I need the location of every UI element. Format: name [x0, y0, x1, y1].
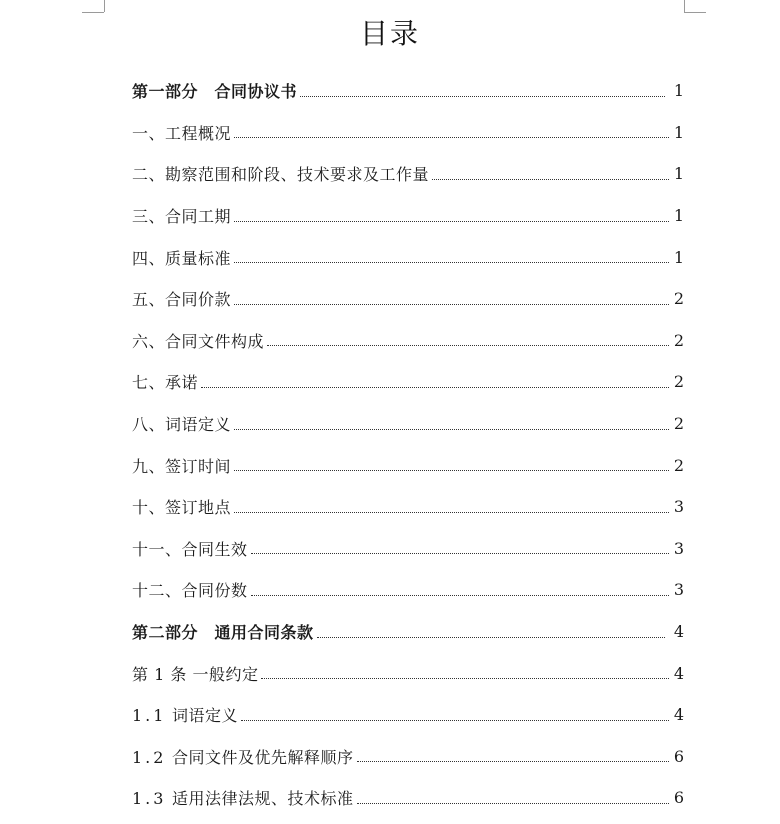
toc-dot-leader: [251, 552, 669, 554]
toc-entry[interactable]: [132, 569, 684, 611]
toc-page-number: 1: [673, 122, 684, 142]
toc-page-number: 4: [673, 663, 684, 683]
toc-entry[interactable]: [132, 153, 684, 195]
toc-page-number: 4: [673, 705, 684, 725]
toc-entry-number: 1.2: [132, 747, 167, 767]
toc-entry[interactable]: [132, 361, 684, 403]
toc-page-number: 6: [673, 746, 684, 766]
toc-entry-label: 词语定义: [172, 706, 239, 726]
toc-entry-text: [132, 786, 354, 809]
toc-page-number: 2: [673, 414, 684, 434]
toc-entry-text: [132, 745, 354, 768]
toc-entry-label: 合同文件及优先解释顺序: [172, 747, 354, 767]
table-of-contents: [132, 70, 684, 819]
toc-dot-leader: [234, 220, 669, 222]
toc-entry[interactable]: [132, 736, 684, 778]
toc-entry[interactable]: [132, 70, 684, 112]
toc-entry-text: 一、工程概况: [132, 123, 232, 143]
toc-entry-text: 第一部分 合同协议书: [132, 82, 298, 102]
toc-entry-text: 十二、合同份数: [132, 581, 248, 601]
toc-entry-text: 三、合同工期: [132, 207, 232, 227]
toc-entry[interactable]: [132, 694, 684, 736]
toc-entry-text: 十一、合同生效: [132, 539, 248, 559]
toc-page-number: 1: [673, 81, 684, 101]
toc-entry-text: 五、合同价款: [132, 290, 232, 310]
toc-dot-leader: [234, 511, 669, 513]
toc-entry-text: 七、承诺: [132, 373, 199, 393]
toc-entry[interactable]: [132, 236, 684, 278]
toc-page-number: 2: [673, 455, 684, 475]
toc-dot-leader: [357, 760, 669, 762]
toc-dot-leader: [357, 802, 669, 804]
toc-entry-text: 四、质量标准: [132, 248, 232, 268]
crop-mark-top-right-v: [684, 0, 685, 12]
toc-entry-text: 九、签订时间: [132, 456, 232, 476]
toc-page-number: 2: [673, 289, 684, 309]
toc-dot-leader: [241, 719, 669, 721]
toc-dot-leader: [261, 677, 669, 679]
toc-entry[interactable]: [132, 444, 684, 486]
toc-entry[interactable]: [132, 528, 684, 570]
toc-dot-leader: [300, 95, 665, 97]
toc-page-number: 1: [673, 247, 684, 267]
toc-dot-leader: [201, 386, 669, 388]
toc-title: 目录: [359, 17, 420, 50]
toc-entry[interactable]: [132, 320, 684, 362]
toc-entry[interactable]: [132, 611, 684, 653]
toc-entry-text: 第二部分 通用合同条款: [132, 623, 314, 643]
toc-entry-label: 适用法律法规、技术标准: [172, 789, 354, 809]
toc-dot-leader: [234, 303, 669, 305]
toc-page-number: 6: [673, 788, 684, 808]
toc-page-number: 3: [673, 538, 684, 558]
toc-page-number: 3: [673, 497, 684, 517]
toc-dot-leader: [234, 428, 669, 430]
toc-page-number: 3: [673, 580, 684, 600]
toc-entry-text: [132, 703, 238, 726]
toc-entry[interactable]: [132, 403, 684, 445]
toc-entry-number: 1.3: [132, 789, 167, 809]
toc-dot-leader: [234, 469, 669, 471]
toc-entry[interactable]: [132, 777, 684, 819]
toc-page-number: 1: [673, 206, 684, 226]
toc-dot-leader: [267, 344, 669, 346]
toc-dot-leader: [234, 261, 669, 263]
toc-entry[interactable]: [132, 486, 684, 528]
toc-entry-text: 六、合同文件构成: [132, 331, 265, 351]
toc-page-number: 4: [673, 622, 684, 642]
toc-dot-leader: [251, 594, 669, 596]
crop-mark-top-left-v: [104, 0, 105, 12]
toc-entry[interactable]: [132, 195, 684, 237]
toc-page-number: 2: [673, 372, 684, 392]
toc-entry-text: 二、勘察范围和阶段、技术要求及工作量: [132, 165, 430, 185]
toc-entry-text: 十、签订地点: [132, 498, 232, 518]
toc-entry-text: 第 1 条 一般约定: [132, 664, 259, 684]
toc-entry[interactable]: [132, 278, 684, 320]
toc-dot-leader: [432, 178, 669, 180]
toc-dot-leader: [234, 136, 669, 138]
toc-entry-number: 1.1: [132, 706, 167, 726]
toc-dot-leader: [317, 636, 665, 638]
toc-page-number: 1: [673, 164, 684, 184]
toc-entry[interactable]: [132, 652, 684, 694]
toc-entry[interactable]: [132, 112, 684, 154]
toc-page-number: 2: [673, 330, 684, 350]
toc-entry-text: 八、词语定义: [132, 415, 232, 435]
